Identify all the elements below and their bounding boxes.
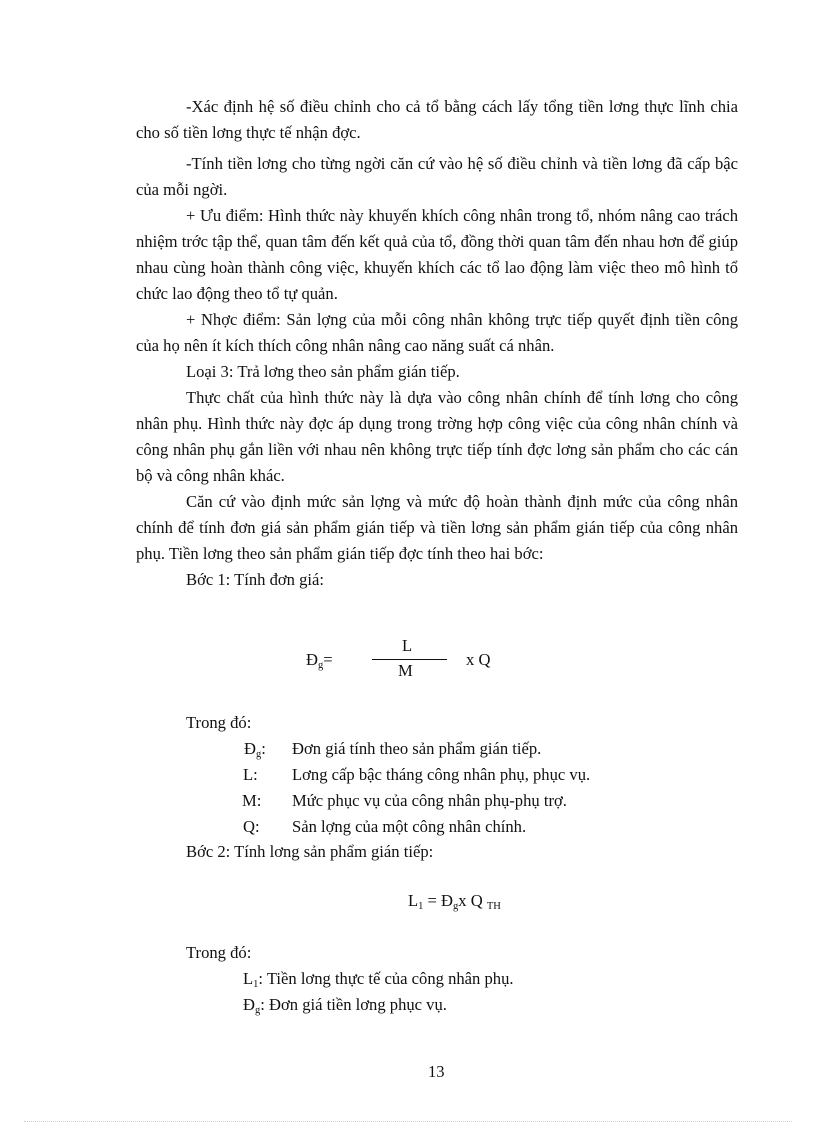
definition-l-symbol: L: [243, 765, 258, 784]
paragraph-adjustment-coefficient: -Xác định hệ số điều chỉnh cho cả tổ bằng cách lấy tổng tiền lơng thực lĩnh chia cho số tiền lơng thực tế nhận đợc. [136, 97, 738, 142]
formula-1-fraction-bar [372, 659, 447, 660]
paragraph-essence: Thực chất của hình thức này là dựa vào công nhân chính để tính lơng cho công nhân phụ. Hình thức này đợc áp dụng trong trờng hợp công việc của công nhân chính và công nhân phụ gắn liền với nhau nên không trực tiếp tính đợc lơng sản phẩm cho các cán bộ và công nhân khác. [136, 388, 738, 485]
formula-1-lhs: $Đ_g=$ [306, 650, 333, 671]
definition-q-text: Sản lợng của một công nhân chính. [292, 817, 527, 836]
body-text [136, 94, 738, 593]
definition-m-text: Mức phục vụ của công nhân phụ-phụ trợ. [292, 791, 567, 810]
step-2-heading: Bớc 2: Tính lơng sản phẩm gián tiếp: [186, 842, 434, 861]
definition-dg-text: Đơn giá tính theo sản phẩm gián tiếp. [292, 739, 542, 758]
paragraph-type-3-heading: Loại 3: Trả lơng theo sản phẩm gián tiếp. [186, 362, 460, 381]
paragraph-step-1: Bớc 1: Tính đơn giá: [186, 570, 325, 589]
definition-l1: $L_1$: Tiền lơng thực tế của công nhân phụ. [243, 969, 514, 990]
page-number: 13 [428, 1062, 445, 1081]
paragraph-basis: Căn cứ vào định mức sản lợng và mức độ hoàn thành định mức của công nhân chính để tính đơn giá sản phẩm gián tiếp và tiền lơng sản phẩm gián tiếp của công nhân phụ. Tiền lơng theo sản phẩm gián tiếp đợc tính theo hai bớc: [136, 492, 738, 563]
definition-dg-service: $Đ_g$: Đơn giá tiền lơng phục vụ. [243, 995, 447, 1016]
definition-m-symbol: M: [242, 791, 262, 810]
where-label-1: Trong đó: [186, 713, 252, 732]
paragraph-disadvantages: + Nhợc điểm: Sản lợng của mỗi công nhân không trực tiếp quyết định tiền công của họ nên ít kích thích công nhân nâng cao năng suất cá nhân. [136, 310, 738, 355]
paragraph-individual-wage: -Tính tiền lơng cho từng ngời căn cứ vào hệ số điều chỉnh và tiền lơng đã cấp bậc của mỗi ngời. [136, 154, 738, 199]
formula-1-numerator: L [402, 636, 413, 655]
formula-1-rhs: x Q [466, 650, 491, 669]
page-bottom-divider [24, 1121, 792, 1122]
definition-l-text: Lơng cấp bậc tháng công nhân phụ, phục vụ. [292, 765, 591, 784]
paragraph-advantages: + Ưu điểm: Hình thức này khuyến khích công nhân trong tổ, nhóm nâng cao trách nhiệm trớc tập thể, quan tâm đến kết quả của tổ, đồng thời quan tâm đến nhau hơn để giúp nhau cùng hoàn thành công việc, khuyến khích các tổ lao động làm việc theo mô hình tổ chức lao động theo tổ tự quản. [136, 206, 738, 303]
formula-2: $L_1$ = $Đ_gx$ Q $_{TH}$ [408, 891, 501, 912]
definition-dg-symbol: $Đ_g$: [244, 739, 266, 760]
definition-q-symbol: Q: [243, 817, 260, 836]
formula-1-denominator: M [398, 661, 413, 680]
where-label-2: Trong đó: [186, 943, 252, 962]
